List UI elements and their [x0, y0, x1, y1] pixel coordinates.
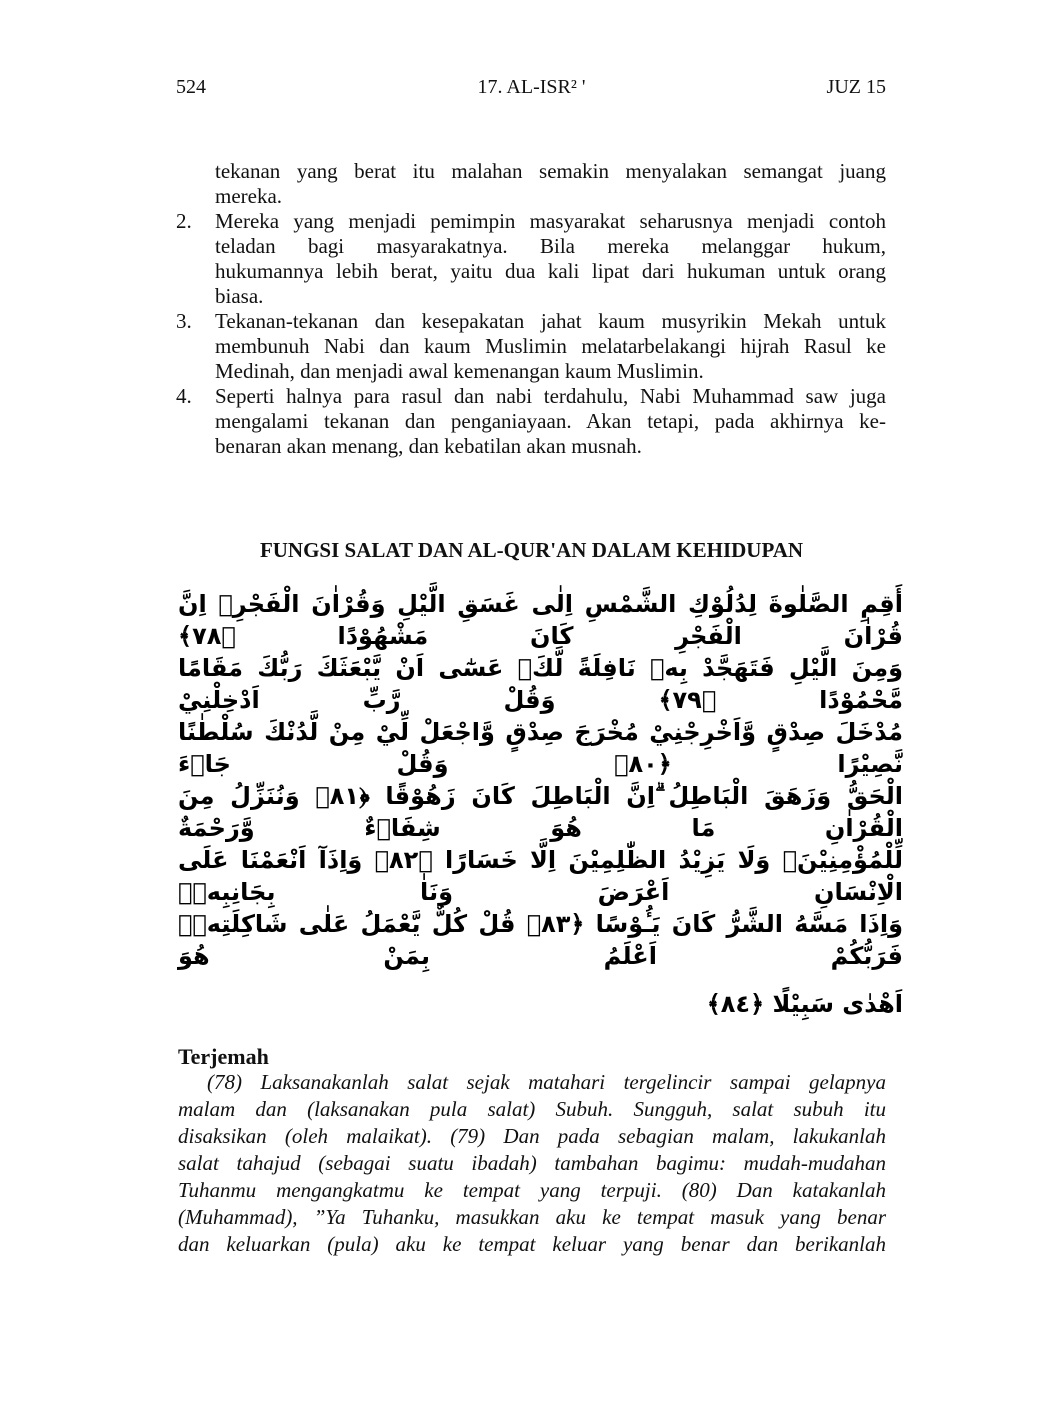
translation-line: salat tahajud (sebagai suatu ibadah) tambahan bagimu: mudah-mudahan [178, 1151, 886, 1175]
arabic-line-row [178, 844, 903, 908]
list-line: tekanan yang berat itu malahan semakin menyalakan semangat juang [215, 159, 886, 183]
translation-line: (Muhammad), ”Ya Tuhanku, masukkan aku ke tempat masuk yang benar [178, 1205, 886, 1229]
list-line: hukumannya lebih berat, yaitu dua kali lipat dari hukuman untuk orang [215, 259, 886, 283]
juz-label: JUZ 15 [826, 76, 886, 98]
page-number: 524 [176, 76, 206, 98]
translation-line: Tuhanmu mengangkatmu ke tempat yang terpuji. (80) Dan katakanlah [178, 1178, 886, 1202]
arabic-line-row [178, 652, 903, 716]
arabic-line-row [178, 972, 903, 1036]
list-line: biasa. [215, 284, 264, 308]
arabic-line-row [178, 716, 903, 780]
list-line: mereka. [215, 184, 283, 208]
list-line: benaran akan menang, dan kebatilan akan musnah. [215, 434, 642, 458]
translation-heading: Terjemah [178, 1044, 269, 1069]
section-title: FUNGSI SALAT DAN AL-QUR'AN DALAM KEHIDUPAN [259, 538, 804, 562]
list-line: Mereka yang menjadi pemimpin masyarakat seharusnya menjadi contoh [215, 209, 886, 233]
arabic-line: اَهْدٰى سَبِيْلًا ﴿٨٤﴾ [706, 990, 903, 1018]
surah-title: 17. AL-ISR² ' [477, 76, 586, 98]
list-number: 2. [176, 209, 192, 233]
arabic-line: وَاِذَا مَسَّهُ الشَّرُّ كَانَ يَـُٔوْسًا ﴿٨٣﴾ قُلْ كُلٌّ يَّعْمَلُ عَلٰى شَاكِلَتِهٖۗ فَرَبُّكُمْ اَعْلَمُ بِمَنْ هُوَ [178, 910, 903, 970]
arabic-line-row [178, 780, 903, 844]
arabic-line: وَمِنَ الَّيْلِ فَتَهَجَّدْ بِهٖ نَافِلَةً لَّكَۖ عَسٰٓى اَنْ يَّبْعَثَكَ رَبُّكَ مَقَامًا مَّحْمُوْدًا ﴿٧٩﴾ وَقُلْ رَّبِّ اَدْخِلْنِيْ [178, 654, 903, 714]
translation-line: malam dan (laksanakan pula salat) Subuh. Sungguh, salat subuh itu [178, 1097, 886, 1121]
arabic-line: لِّلْمُؤْمِنِيْنَۙ وَلَا يَزِيْدُ الظّٰلِمِيْنَ اِلَّا خَسَارًا ﴿٨٢﴾ وَاِذَآ اَنْعَمْنَا عَلَى الْاِنْسَانِ اَعْرَضَ وَنَاٰ بِجَانِبِهٖۚ [178, 846, 904, 906]
list-line: membunuh Nabi dan kaum Muslimin melatarbelakangi hijrah Rasul ke [215, 334, 886, 358]
arabic-line: مُدْخَلَ صِدْقٍ وَّاَخْرِجْنِيْ مُخْرَجَ صِدْقٍ وَّاجْعَلْ لِّيْ مِنْ لَّدُنْكَ سُلْطٰنًا نَّصِيْرًا ﴿٨٠﴾ وَقُلْ جَاۤءَ [178, 718, 903, 778]
translation-line: (78) Laksanakanlah salat sejak matahari tergelincir sampai gelapnya [207, 1070, 886, 1094]
list-line: Medinah, dan menjadi awal kemenangan kaum Muslimin. [215, 359, 704, 383]
arabic-line: أَقِمِ الصَّلٰوةَ لِدُلُوْكِ الشَّمْسِ اِلٰى غَسَقِ الَّيْلِ وَقُرْاٰنَ الْفَجْرِۗ اِنَّ قُرْاٰنَ الْفَجْرِ كَانَ مَشْهُوْدًا ﴿٧٨﴾ [178, 590, 903, 650]
list-line: Tekanan-tekanan dan kesepakatan jahat kaum musyrikin Mekah untuk [215, 309, 886, 333]
list-line: Seperti halnya para rasul dan nabi terdahulu, Nabi Muhammad saw juga [215, 384, 886, 408]
arabic-line-row [178, 588, 903, 652]
list-number: 4. [176, 384, 192, 408]
translation-line: disaksikan (oleh malaikat). (79) Dan pada sebagian malam, lakukanlah [178, 1124, 886, 1148]
list-line: mengalami tekanan dan penganiayaan. Akan tetapi, pada akhirnya ke- [215, 409, 886, 433]
translation-line: dan keluarkan (pula) aku ke tempat keluar yang benar dan berikanlah [178, 1232, 886, 1256]
list-number: 3. [176, 309, 192, 333]
list-line: teladan bagi masyarakatnya. Bila mereka melanggar hukum, [215, 234, 886, 258]
arabic-verses [178, 588, 903, 1036]
arabic-line: الْحَقُّ وَزَهَقَ الْبَاطِلُ ۗاِنَّ الْبَاطِلَ كَانَ زَهُوْقًا ﴿٨١﴾ وَنُنَزِّلُ مِنَ الْقُرْاٰنِ مَا هُوَ شِفَاۤءٌ وَّرَحْمَةٌ [178, 782, 904, 842]
arabic-line-row [178, 908, 903, 972]
